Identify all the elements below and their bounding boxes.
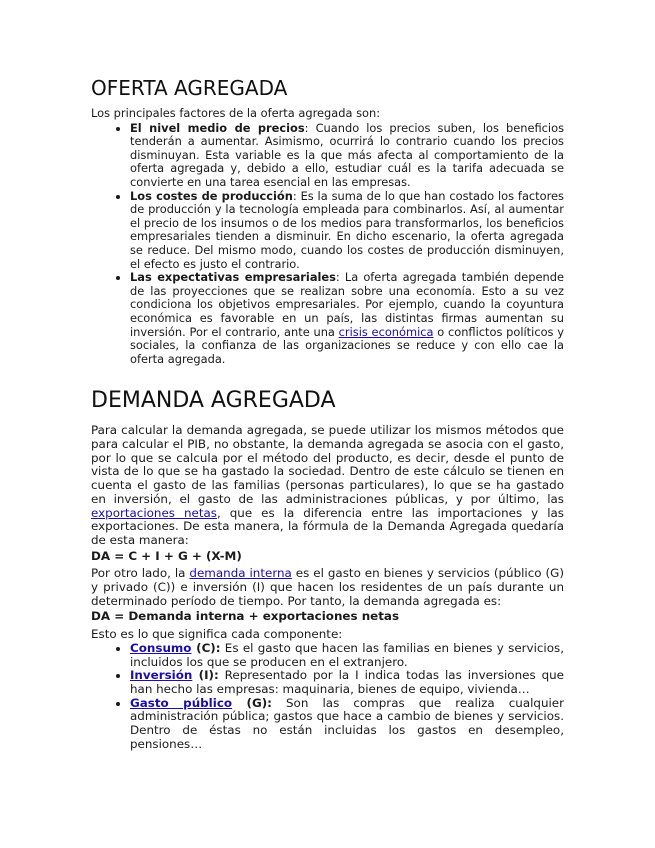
link-crisis-economica[interactable]: crisis económica [338,324,434,339]
list-item [130,669,564,696]
paragraph-text: Por otro lado, la [91,566,190,581]
term-costes-produccion: Los costes de producción [130,188,293,203]
link-inversion[interactable]: Inversión [130,668,193,683]
paragraph-text: , que es la diferencia entre las importaciones y las exportaciones. De esta manera, la fórmula de la Demanda Agregada quedaría de esta manera: [91,505,564,547]
component-code: (G): [232,695,272,710]
paragraph-text: es el gasto en bienes y servicios (público (G) y privado (C)) e inversión (I) que hacen los residentes de un país durante un determinado período de tiempo. Por tanto, la demanda agregada es: [91,566,565,608]
link-exportaciones-netas[interactable]: exportaciones netas [91,505,217,520]
list-item [130,122,564,190]
formula-da-interna: DA = Demanda interna + exportaciones netas [91,609,400,624]
link-consumo[interactable]: Consumo [130,640,192,655]
item-text: : Es la suma de lo que han costado los factores de producción y la tecnología empleada para combinarlos. Así, al aumentar el precio de los insumos o de los medios para transformarlos, los beneficios empresariales tienden a disminuir. En dicho escenario, la oferta agregada se reduce. Del mismo modo, cuando los costes de producción disminuyen, el efecto es justo el contrario. [130,188,564,271]
paragraph-text: Para calcular la demanda agregada, se puede utilizar los mismos métodos que para calcular el PIB, no obstante, la demanda agregada se asocia con el gasto, por lo que se calcula por el método del producto, es decir, desde el punto de vista de lo que se ha gastado la sociedad. Dentro de este cálculo se tienen en cuenta el gasto de las familias (personas particulares), lo que se ha gastado en inversión, el gasto de las administraciones públicas, y por último, las [91,423,564,506]
component-text: Es el gasto que hacen las familias en bienes y servicios, incluidos los que se producen en el extranjero. [130,640,564,669]
list-item [130,190,564,272]
heading-oferta-agregada: OFERTA AGREGADA [91,76,288,100]
demanda-paragraph-2 [91,567,564,608]
item-text: o conflictos políticos y sociales, la confianza de las organizaciones se reduce y con ello cae la oferta agregada. [130,324,564,366]
list-item [130,642,564,669]
oferta-intro: Los principales factores de la oferta agregada son: [91,106,381,120]
demanda-paragraph-3: Esto es lo que significa cada componente: [91,627,343,642]
item-text: : La oferta agregada también depende de las proyecciones que se realizan sobre una economía. Esto a su vez condiciona los objetivos empresariales. Por ejemplo, cuando la coyuntura económica es favorable en un país, las distintas firmas aumentan su inversión. Por el contrario, ante una [130,270,564,339]
components-list [91,642,564,752]
component-code: (I): [192,668,219,683]
item-text: : Cuando los precios suben, los beneficios tenderán a aumentar. Asimismo, ocurrirá lo contrario cuando los precios disminuyan. Esta variable es la que más afecta al comportamiento de la oferta agregada y, debido a ello, estudiar cuál es la tarifa adecuada se convierte en una tarea esencial en las empresas. [130,120,564,189]
demanda-paragraph-1 [91,424,564,547]
oferta-factors-list [91,122,564,367]
formula-da: DA = C + I + G + (X-M) [91,548,242,563]
term-nivel-precios: El nivel medio de precios [130,120,305,135]
link-demanda-interna[interactable]: demanda interna [189,566,292,581]
list-item [130,697,564,752]
term-expectativas: Las expectativas empresariales [130,270,336,285]
list-item [130,271,564,366]
component-text: Son las compras que realiza cualquier administración pública; gastos que hace a cambio de bienes y servicios. Dentro de éstas no están incluidas los gastos en desempleo, pensiones… [130,695,565,751]
link-gasto-publico[interactable]: Gasto público [130,695,233,710]
document-content [91,76,564,751]
component-text: Representado por la I indica todas las inversiones que han hecho las empresas: maquinaria, bienes de equipo, vivienda… [130,668,564,696]
heading-demanda-agregada: DEMANDA AGREGADA [91,388,336,414]
component-code: (C): [191,640,221,655]
